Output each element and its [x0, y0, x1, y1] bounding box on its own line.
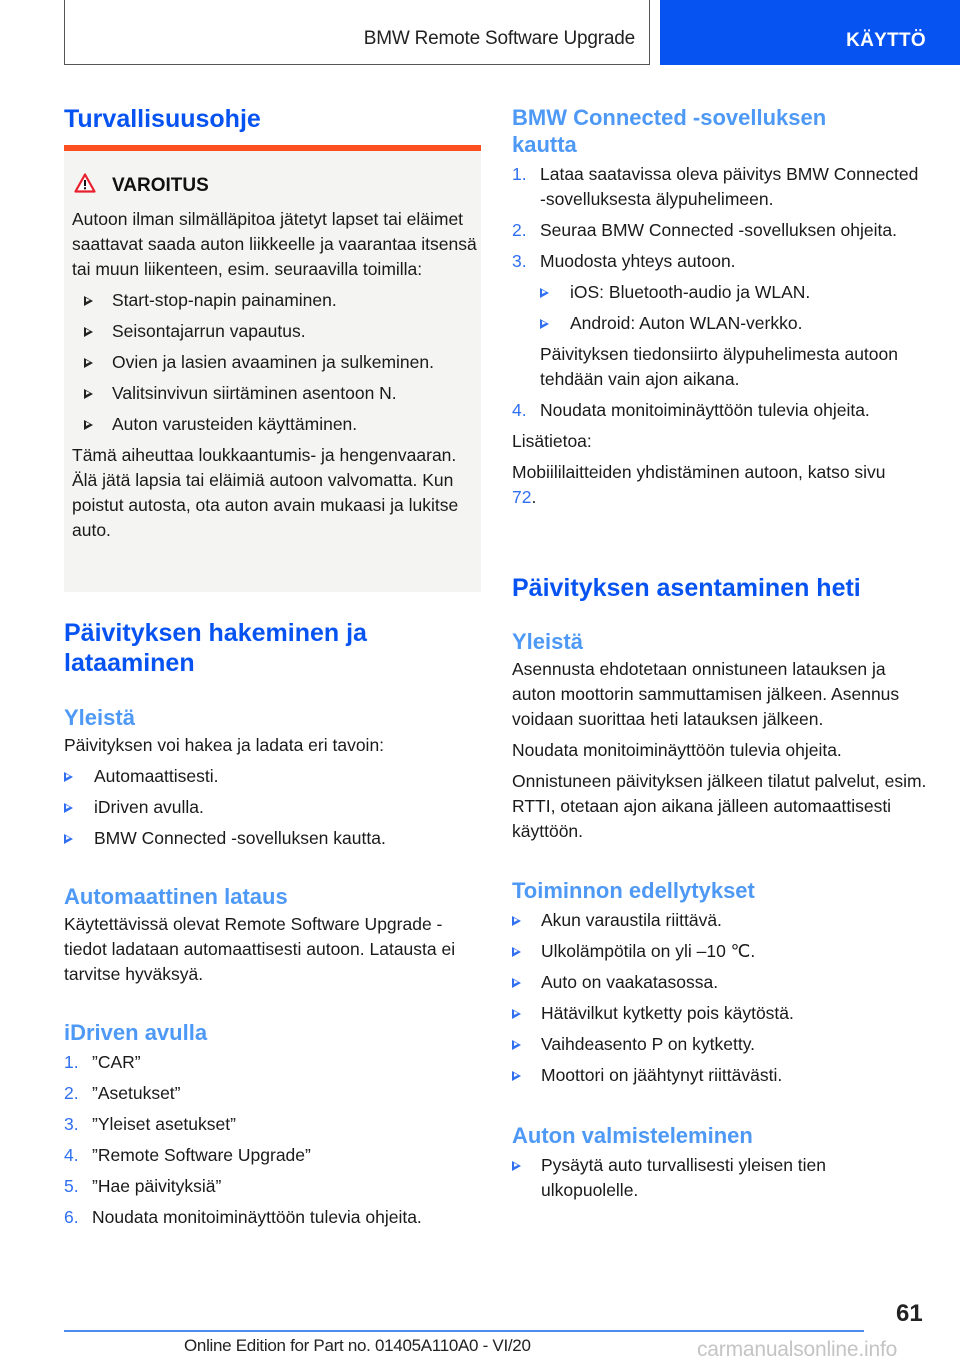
- bullet-triangle-icon: [64, 772, 73, 782]
- warning-intro: Autoon ilman silmälläpitoa jätetyt lapset tai eläimet saattavat saada auton liikkeelle ja vaarantaa itsensä tai muun liikenteen, esim. seuraavilla toimilla:: [72, 209, 477, 279]
- list-item: Valitsinvivun siirtäminen asentoon N.: [78, 381, 477, 406]
- warning-label: VAROITUS: [112, 174, 209, 196]
- section-title: BMW Remote Software Upgrade: [363, 28, 635, 49]
- connected-steps: [512, 162, 922, 423]
- general-text: Päivityksen voi hakea ja ladata eri tavoin:: [64, 735, 385, 755]
- step-item: 3. Muodosta yhteys autoon. iOS: Bluetooth-audio ja WLAN. Android: Auton WLAN-verkko. Päivityksen tiedonsiirto älypuhelimesta autoon tehdään vain ajon aikana.: [512, 249, 922, 392]
- prepare-section: [512, 1122, 912, 1203]
- page-number: 61: [896, 1300, 923, 1327]
- install-text-2: Noudata monitoiminäyttöön tulevia ohjeita.: [512, 740, 842, 760]
- bullet-triangle-icon: [64, 803, 73, 813]
- auto-heading: Automaattinen lataus: [64, 884, 288, 909]
- bullet-triangle-icon: [512, 916, 521, 926]
- edition-text: Online Edition for Part no. 01405A110A0 - VI/20: [184, 1336, 531, 1355]
- install-text-3: Onnistuneen päivityksen jälkeen tilatut palvelut, esim. RTTI, otetaan ajon aikana jälleen automaattisesti käyttöön.: [512, 771, 927, 841]
- general-heading: Yleistä: [64, 705, 135, 730]
- list-item: Seisontajarrun vapautus.: [78, 319, 477, 344]
- connected-heading: BMW Connected -sovelluksen kautta: [512, 105, 827, 157]
- chapter-tab-label: KÄYTTÖ: [846, 30, 926, 51]
- idrive-steps: [64, 1050, 482, 1230]
- bullet-triangle-icon: [512, 1161, 521, 1171]
- watermark: carmanualsonline.info: [697, 1338, 898, 1361]
- list-item: Vaihdeasento P on kytketty.: [512, 1032, 930, 1057]
- requirements-heading: Toiminnon edellytykset: [512, 878, 755, 903]
- step-item: 5. ”Hae päivityksiä”: [64, 1176, 222, 1196]
- step-item: 1. Lataa saatavissa oleva päivitys BMW Connected -sovelluksesta älypuhelimeen.: [512, 164, 919, 209]
- bullet-triangle-icon: [512, 1009, 521, 1019]
- list-item: Akun varaustila riittävä.: [512, 908, 930, 933]
- requirements-section: [512, 877, 930, 1088]
- step-item: 6. Noudata monitoiminäyttöön tulevia ohjeita.: [64, 1207, 422, 1227]
- warning-box: [64, 151, 481, 592]
- list-item: Ovien ja lasien avaaminen ja sulkeminen.: [78, 350, 477, 375]
- auto-text: Käytettävissä olevat Remote Software Upgrade -tiedot ladataan automaattisesti autoon. Latausta ei tarvitse hyväksyä.: [64, 914, 456, 984]
- step-item: 3. ”Yleiset asetukset”: [64, 1114, 236, 1134]
- install-general-heading: Yleistä: [512, 629, 583, 654]
- page-link[interactable]: 72: [512, 487, 532, 507]
- general-section: [64, 704, 482, 851]
- requirements-list: [512, 908, 930, 1088]
- step-item: 4. Noudata monitoiminäyttöön tulevia ohjeita.: [512, 400, 870, 420]
- step-item: 1. ”CAR”: [64, 1052, 141, 1072]
- warning-outro: Tämä aiheuttaa loukkaantumis- ja hengenvaaran. Älä jätä lapsia tai eläimiä autoon valvomatta. Kun poistut autosta, ota auton avain mukaasi ja lukitse auto.: [72, 445, 459, 540]
- list-item: Ulkolämpötila on yli –10 ℃.: [512, 939, 930, 964]
- install-general-section: [512, 628, 930, 844]
- list-item: Moottori on jäähtynyt riittävästi.: [512, 1063, 930, 1088]
- prepare-heading: Auton valmisteleminen: [512, 1123, 753, 1148]
- list-item: BMW Connected -sovelluksen kautta.: [64, 826, 482, 851]
- bullet-triangle-icon: [512, 947, 521, 957]
- warning-list: [78, 288, 477, 437]
- connected-section: [512, 104, 922, 510]
- list-item: Pysäytä auto turvallisesti yleisen tien ulkopuolelle.: [512, 1153, 912, 1203]
- list-item: Hätävilkut kytketty pois käytöstä.: [512, 1001, 930, 1026]
- method-list: [64, 764, 482, 851]
- bullet-triangle-icon: [84, 389, 93, 399]
- transfer-note: Päivityksen tiedonsiirto älypuhelimesta autoon tehdään vain ajon aikana.: [540, 344, 898, 389]
- idrive-heading: iDriven avulla: [64, 1020, 208, 1045]
- list-item: iDriven avulla.: [64, 795, 482, 820]
- bullet-triangle-icon: [84, 358, 93, 368]
- step-item: 2. Seuraa BMW Connected -sovelluksen ohjeita.: [512, 220, 897, 240]
- safety-heading: Turvallisuusohje: [64, 105, 261, 133]
- more-info-label: Lisätietoa:: [512, 431, 592, 451]
- bullet-triangle-icon: [84, 420, 93, 430]
- idrive-section: [64, 1019, 482, 1230]
- bullet-triangle-icon: [512, 978, 521, 988]
- bullet-triangle-icon: [64, 834, 73, 844]
- step-item: 2. ”Asetukset”: [64, 1083, 181, 1103]
- bullet-triangle-icon: [540, 288, 549, 298]
- chapter-tab: [660, 0, 960, 65]
- list-item: iOS: Bluetooth-audio ja WLAN.: [540, 280, 922, 305]
- bullet-triangle-icon: [512, 1071, 521, 1081]
- warning-header: [74, 173, 209, 198]
- list-item: Auton varusteiden käyttäminen.: [78, 412, 477, 437]
- bullet-triangle-icon: [84, 296, 93, 306]
- step-item: 4. ”Remote Software Upgrade”: [64, 1145, 311, 1165]
- warning-triangle-icon: [74, 173, 96, 198]
- more-info-text: Mobiililaitteiden yhdistäminen autoon, katso sivu 72.: [512, 462, 886, 507]
- list-item: Automaattisesti.: [64, 764, 482, 789]
- footer-rule: [64, 1330, 864, 1332]
- list-item: Start-stop-napin painaminen.: [78, 288, 477, 313]
- running-header: [64, 0, 650, 65]
- bullet-triangle-icon: [540, 319, 549, 329]
- install-text-1: Asennusta ehdotetaan onnistuneen latauksen ja auton moottorin sammuttamisen jälkeen. Asennus voidaan suorittaa heti latauksen jälkeen.: [512, 659, 900, 729]
- bullet-triangle-icon: [512, 1040, 521, 1050]
- list-item: Android: Auton WLAN-verkko.: [540, 311, 922, 336]
- connection-sublist: [540, 280, 922, 336]
- fetch-heading: Päivityksen hakeminen ja lataaminen: [64, 619, 367, 677]
- bullet-triangle-icon: [84, 327, 93, 337]
- install-heading: Päivityksen asentaminen heti: [512, 574, 861, 602]
- prepare-list: [512, 1153, 912, 1203]
- auto-section: [64, 883, 482, 987]
- warning-body: [72, 207, 477, 543]
- list-item: Auto on vaakatasossa.: [512, 970, 930, 995]
